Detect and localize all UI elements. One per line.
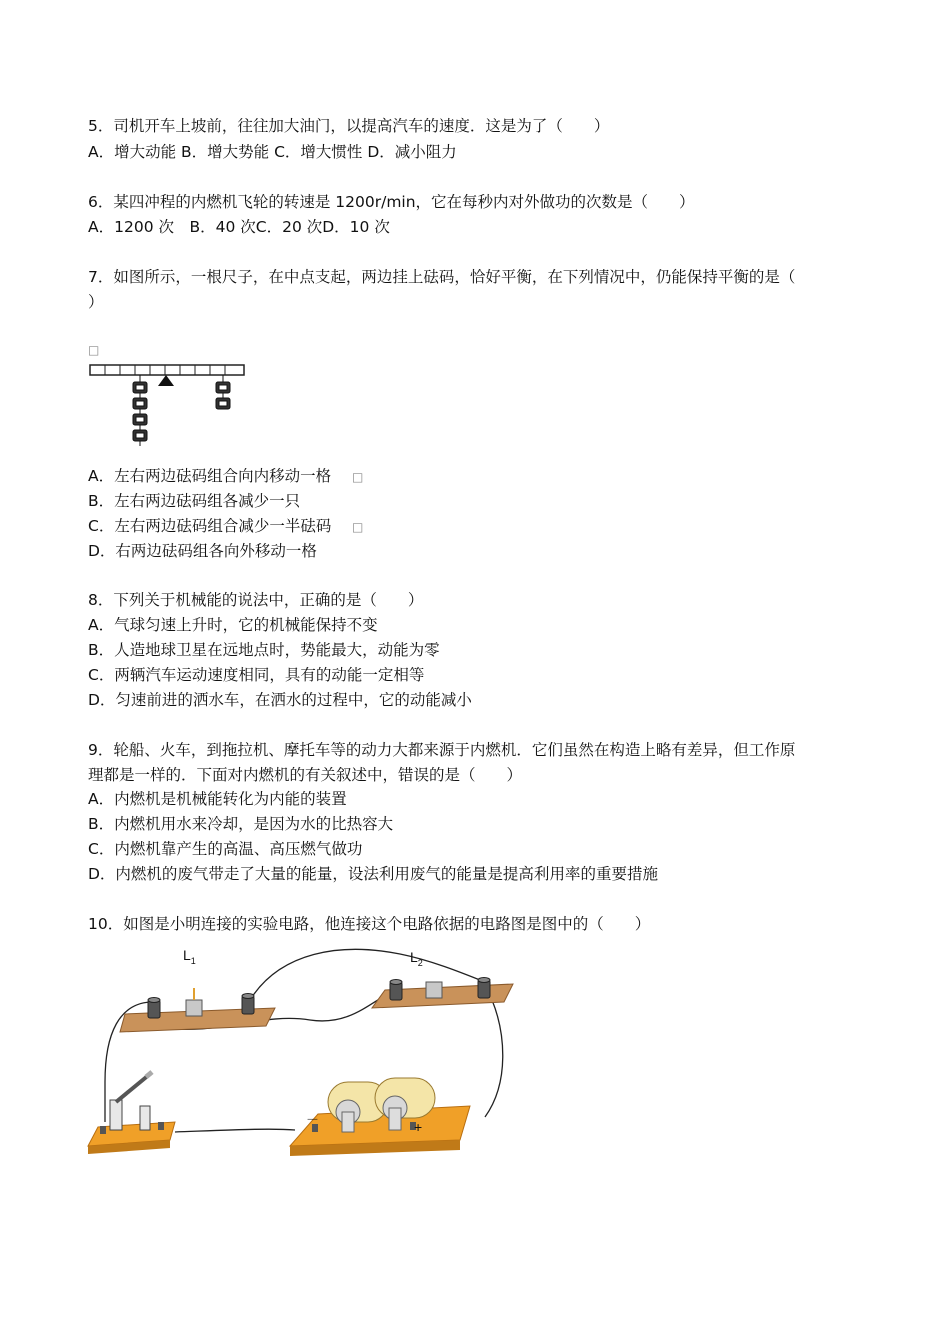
left-weights (133, 375, 147, 446)
q6-stem: 6．某四冲程的内燃机飞轮的转速是 1200r/min，它在每秒内对外做功的次数是（ ） (88, 193, 695, 211)
q5-stem: 5．司机开车上坡前，往往加大油门，以提高汽车的速度．这是为了（ ） (88, 117, 610, 135)
q9-option-b: B．内燃机用水来冷却，是因为水的比热容大 (88, 815, 394, 833)
q8-stem: 8．下列关于机械能的说法中，正确的是（ ） (88, 591, 424, 609)
lamp-l1-board (120, 988, 275, 1032)
lamp-l2-bulb (426, 982, 442, 998)
circuit-figure (80, 942, 520, 1160)
q7-option-c: C．左右两边砝码组合减少一半砝码 (88, 517, 332, 535)
balance-ruler-figure (88, 362, 248, 458)
q7-option-b: B．左右两边砝码组各减少一只 (88, 492, 301, 510)
q6-options: A．1200 次 B．40 次C．20 次D．10 次 (88, 218, 390, 236)
q7-option-d: D．右两边砝码组各向外移动一格 (88, 542, 317, 560)
right-weights (216, 375, 230, 409)
q10-stem: 10．如图是小明连接的实验电路，他连接这个电路依据的电路图是图中的（ ） (88, 915, 651, 933)
fulcrum (158, 375, 174, 386)
switch (88, 1072, 175, 1154)
q8-option-c: C．两辆汽车运动速度相同，具有的动能一定相等 (88, 666, 425, 684)
lamp-l2-board (372, 978, 513, 1009)
lamp-l1-bulb (186, 1000, 202, 1016)
battery-plus-label: + (414, 1119, 423, 1135)
q7-option-a: A．左右两边砝码组合向内移动一格 (88, 467, 332, 485)
missing-glyph-box-icon: □ (352, 470, 364, 484)
q7-stem-line2: ） (88, 293, 104, 311)
missing-glyph-box-icon: □ (352, 520, 364, 534)
q9-stem-line2: 理都是一样的．下面对内燃机的有关叙述中，错误的是（ ） (88, 766, 523, 784)
q9-option-d: D．内燃机的废气带走了大量的能量，设法利用废气的能量是提高利用率的重要措施 (88, 865, 658, 883)
q8-option-d: D．匀速前进的洒水车，在洒水的过程中，它的动能减小 (88, 691, 472, 709)
q8-option-a: A．气球匀速上升时，它的机械能保持不变 (88, 616, 378, 634)
lamp-l1-label: $L_1$ (183, 947, 196, 966)
battery-minus-label: － (306, 1112, 320, 1127)
q9-option-c: C．内燃机靠产生的高温、高压燃气做功 (88, 840, 363, 858)
q9-option-a: A．内燃机是机械能转化为内能的装置 (88, 790, 347, 808)
q7-stem-line1: 7．如图所示，一根尺子，在中点支起，两边挂上砝码，恰好平衡，在下列情况中，仍能保持平衡的是（ (88, 268, 796, 286)
q9-stem-line1: 9．轮船、火车，到拖拉机、摩托车等的动力大都来源于内燃机．它们虽然在构造上略有差异，但工作原 (88, 741, 796, 759)
missing-glyph-box-icon: □ (88, 343, 100, 357)
lamp-l2-label: $L_2$ (410, 949, 423, 968)
q8-option-b: B．人造地球卫星在远地点时，势能最大，动能为零 (88, 641, 440, 659)
ruler (90, 365, 244, 375)
q5-options: A．增大动能 B．增大势能 C．增大惯性 D．减小阻力 (88, 143, 457, 161)
wires (105, 949, 503, 1132)
